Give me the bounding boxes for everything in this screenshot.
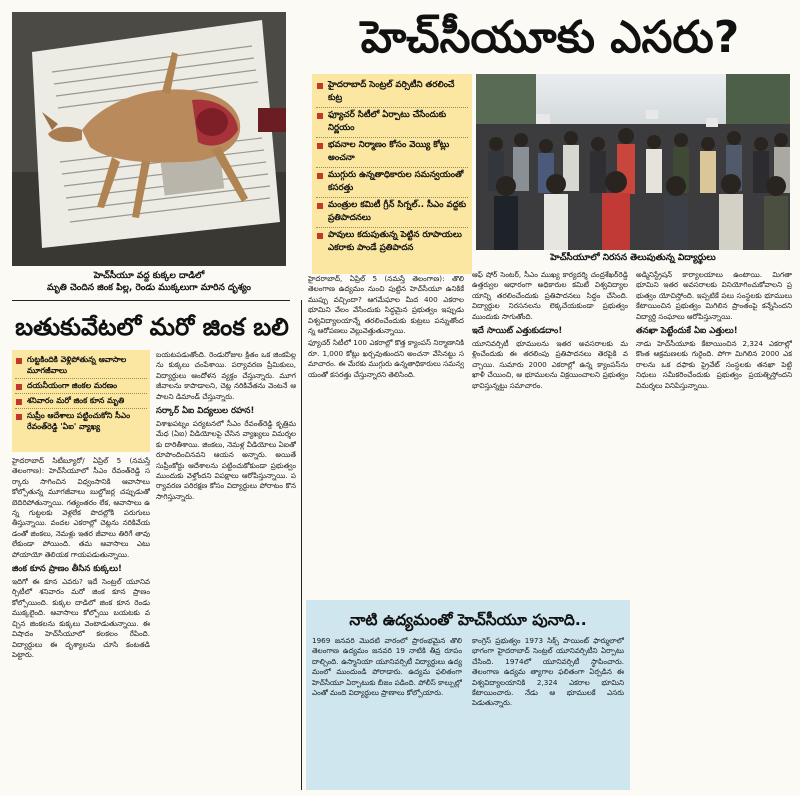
paragraph: హైదరాబాద్ సిటీబ్యూరో/ ఏప్రిల్ 5 (నమస్తే తెలంగాణ): హెచ్‌సీయూలో సీఎం రేవంత్‌రెడ్డి సర్కారు సాగించిన విధ్వంసానికి ఆవాసాలు కోల్పోతున్న మూగజీవాలు బుల్డోజర్ల చప్పుడుతో బెదిరిపోతున్నాయి. గత్యంతరం లేక, ఆవాసాలు ఉన్న గుట్టలకు వెళ్లలేక పొదల్లోకి పరుగులు తీస్తున్నాయి. వందల ఎకరాల్లో చెట్లను నరికివేయడంతో జింకలు, నెమళ్లు ఇతర జీవాలు తిరిగే తావు లేకుండా పోయింది. తమ ఆవాసాలు ఎటు పోయాయో తెలియక గాయపడుతున్నాయి. [12, 456, 150, 559]
deer-photo-illustration [12, 12, 286, 266]
deer-bullet: గుట్టకిందికి వెళ్లిపోతున్న ఆవాసాల మూగజీవాలు [15, 353, 147, 379]
paragraph: ఆఫ్ షోర్ సెంటర్, సీఎం ముఖ్య కార్యదర్శి చంద్రశేఖర్‌రెడ్డి ఉత్తర్వుల ఆధారంగా అధికారుల కమిటీ విశ్వవిద్యాలయాన్ని తరలించేందుకు ప్రతిపాదనలు సిద్ధం చేసింది. విద్యార్థుల నిరసనలను లెక్కచేయకుండా ప్రభుత్వం ముందుకు సాగుతోంది. [472, 270, 628, 321]
paragraph: బయటపడుతోంది. రెండురోజుల క్రితం ఒక జింకపిల్లను కుక్కలు చంపేశాయి. పర్యావరణ ప్రేమికులు, విద్యార్థులు ఆందోళన వ్యక్తం చేస్తున్నారు. మూగజీవాలను కాపాడాలని, చెట్ల నరికివేతను వెంటనే ఆపాలని డిమాండ్ చేస్తున్నారు. [156, 350, 296, 401]
deer-headline: బతుకువేటలో మరో జింక బలి [15, 313, 289, 341]
main-bullet: భవనాల నిర్మాణం కోసం వెయ్యి కోట్లు అంచనా [316, 138, 468, 168]
paragraph: హైదరాబాద్, ఏప్రిల్ 5 (నమస్తే తెలంగాణ): తొలి తెలంగాణ ఉద్యమం నుంచి పుట్టిన హెచ్‌సీయూ ఉనికికే ముప్పు వచ్చిందా? ఆగమేఘాల మీద 400 ఎకరాల భూమిని వేలం వేసేందుకు సిద్ధమైన ప్రభుత్వం ఇప్పుడు విశ్వవిద్యాలయాన్నే తరలించేందుకు కుట్రలు పన్నుతోందన్న ఆరోపణలు వెల్లువెత్తుతున్నాయి. [308, 274, 464, 336]
main-bullet: మంత్రుల కమిటీ గ్రీన్ సిగ్నల్.. సీఎం వద్దకు ప్రతిపాదనలు [316, 198, 468, 228]
deer-photo [12, 12, 286, 266]
paragraph: ఫ్యూచర్ సిటీలో 100 ఎకరాల్లో కొత్త క్యాంపస్ నిర్మాణానికి రూ. 1,000 కోట్లు ఖర్చవుతుందని అంచనా వేసినట్టు సమాచారం. ఈ మేరకు ముగ్గురు ఉన్నతాధికారులు సమన్వయంతో కసరత్తు చేస్తున్నారని తెలిసింది. [308, 338, 464, 379]
paragraph: నాడు హెచ్‌సీయూకు కేటాయించిన 2,324 ఎకరాల్లో కొంత ఆక్రమణలకు గురైంది. పోగా మిగిలిన 2000 ఎకరాలను ఒక దఫాకు ప్రైవేట్ సంస్థలకు తనఖా పెట్టి నిధులు సమీకరించేందుకు ప్రభుత్వం ప్రయత్నిస్తోందని విమర్శలు వినిపిస్తున్నాయి. [636, 339, 792, 390]
divider [12, 300, 290, 301]
article-column-5 [636, 270, 792, 788]
history-headline: నాటి ఉద్యమంతో హెచ్‌సీయూ పునాది.. [349, 611, 587, 629]
history-column-1: 1969 జనవరి మొదటి వారంలో ప్రారంభమైన తొలి తెలంగాణ ఉద్యమం జనవరి 19 నాటికి తీవ్ర రూపం దాల్చింది. ఉస్మానియా యూనివర్సిటీ విద్యార్థులు ఉద్యమంలో ముందుండి పోరాడారు. ఉద్యమ ఫలితంగా హెచ్‌సీయూ ఏర్పాటుకు బీజం పడింది. పోలీస్ కాల్పుల్లో ఎంతో మంది విద్యార్థులు ప్రాణాలు కోల్పోయారు. [312, 636, 462, 698]
paragraph: ఇదిగో ఈ కూన ఎవరు? ఇదే సెంట్రల్ యూనివర్సిటీలో శనివారం మరో జింక కూన ప్రాణం కోల్పోయింది. కుక్కల దాడిలో జింక కూన రెండు ముక్కలైంది. ఆవాసాలు కోల్పోయి బయటకు వచ్చిన జింకలను కుక్కలు వెంటాడుతున్నాయి. ఈ విషాదం హెచ్‌సీయూలో కలకలం రేపింది. విద్యార్థులు ఈ దృశ్యాలను చూసి కంటతడి పెట్టారు. [12, 577, 150, 659]
deer-photo-caption: హెచ్‌సీయూ వద్ద కుక్కల దాడిలో మృతి చెందిన జింక పిల్ల, రెండు ముక్కలుగా మారిన దృశ్యం [47, 271, 251, 293]
paragraph: విశాఖపట్నం పర్యటనలో సీఎం రేవంత్‌రెడ్డి కృత్రిమ మేధ (ఏఐ) వీడియోలపై చేసిన వ్యాఖ్యలు విమర్శలకు దారితీశాయి. జింకలు, నెమళ్ల వీడియోలు ఏఐతో రూపొందించినవని ఆయన అన్నారు. అయితే సుప్రీంకోర్టు ఆదేశాలను పట్టించుకోకుండా ప్రభుత్వం ముందుకు వెళ్తోందని విపక్షాలు ఆరోపిస్తున్నాయి. పర్యావరణ పరిరక్షణ కోసం విద్యార్థులు పోరాటం కొనసాగిస్తున్నారు. [156, 419, 296, 501]
protest-photo-caption: హెచ్‌సీయూలో నిరసన తెలుపుతున్న విద్యార్థులు [550, 253, 716, 263]
main-bullet: పావులు కదుపుతున్న పెట్టిన రూపాయలు ఎకరాకు పాండే ప్రతిపాదన [316, 228, 468, 257]
main-bullet: ముగ్గురు ఉన్నతాధికారుల సమన్వయంతో కసరత్తు [316, 168, 468, 198]
deer-bullet: దయనీయంగా జింకల మరణం [15, 379, 147, 394]
paragraph: అడ్మినిస్ట్రేషన్ కార్యాలయాలు ఉంటాయి. మిగతా భూమిని ఇతర అవసరాలకు వినియోగించుకోవాలని ప్రభుత్వం యోచిస్తోంది. ఇప్పటికే పలు సంస్థలకు భూములు కేటాయించిన ప్రభుత్వం మిగిలిన ప్రాంతంపై కన్నేసిందని విద్యార్థి సంఘాలు ఆరోపిస్తున్నాయి. [636, 270, 792, 321]
protest-photo-illustration [476, 74, 790, 250]
article-column-4 [472, 270, 628, 594]
subheading: సర్కార్ ఏఐ విద్యలుల రహన! [156, 406, 255, 417]
deer-bullet-box [12, 350, 150, 452]
main-headline: హెచ్‌సీయూకు ఎసరు? [360, 12, 740, 63]
subheading: తనఖా పెట్టేందుకే ఏఐ ఎత్తులు! [636, 326, 738, 337]
main-bullet: హైదరాబాద్ సెంట్రల్ వర్సిటీని తరలించే కుట్ర [316, 78, 468, 108]
subheading: ఇదే సాయిట్ ఎత్తుకుడదాం! [472, 326, 563, 337]
protest-photo [476, 74, 790, 250]
article-column-3 [308, 274, 464, 594]
deer-bullet: సుప్రీం ఆదేశాలు పట్టించుకోని సీఎం రేవంత్‌రెడ్డి 'ఏఐ' వ్యాఖ్య [15, 409, 147, 434]
column-divider [301, 300, 302, 790]
deer-bullet: శనివారం మరో జింక కూన మృతి [15, 394, 147, 409]
main-bullet: ఫ్యూచర్ సిటీలో ఏర్పాటు చేసేందుకు నిర్ణయం [316, 108, 468, 138]
article-column-1 [12, 456, 150, 788]
main-bullet-box [312, 74, 472, 274]
paragraph: యూనివర్సిటీ భూములను ఇతర అవసరాలకు మళ్లించేందుకు ఈ తరలింపు ప్రతిపాదనలు తెరపైకి వచ్చాయి. సుమారు 2000 ఎకరాల్లో ఉన్న క్యాంపస్‌ను ఖాళీ చేయించి, ఆ భూములను విక్రయించాలని ప్రభుత్వం భావిస్తున్నట్టు సమాచారం. [472, 339, 628, 390]
subheading: జింక కూన ప్రాణం తీసిన కుక్కలు! [12, 564, 122, 575]
history-column-2: కాంగ్రెస్ ప్రభుత్వం 1973 సిక్స్ పాయింట్ ఫార్ములాలో భాగంగా హైదరాబాద్ సెంట్రల్ యూనివర్సిటీని ఏర్పాటు చేసింది. 1974లో యూనివర్సిటీ స్థాపించారు. తెలంగాణ ఉద్యమ త్యాగాల ఫలితంగా ఏర్పడిన ఈ విశ్వవిద్యాలయానికి 2,324 ఎకరాల భూమిని కేటాయించారు. నేడు ఆ భూములకే ఎసరు పెడుతున్నారు. [472, 636, 624, 708]
article-column-2 [156, 350, 296, 788]
